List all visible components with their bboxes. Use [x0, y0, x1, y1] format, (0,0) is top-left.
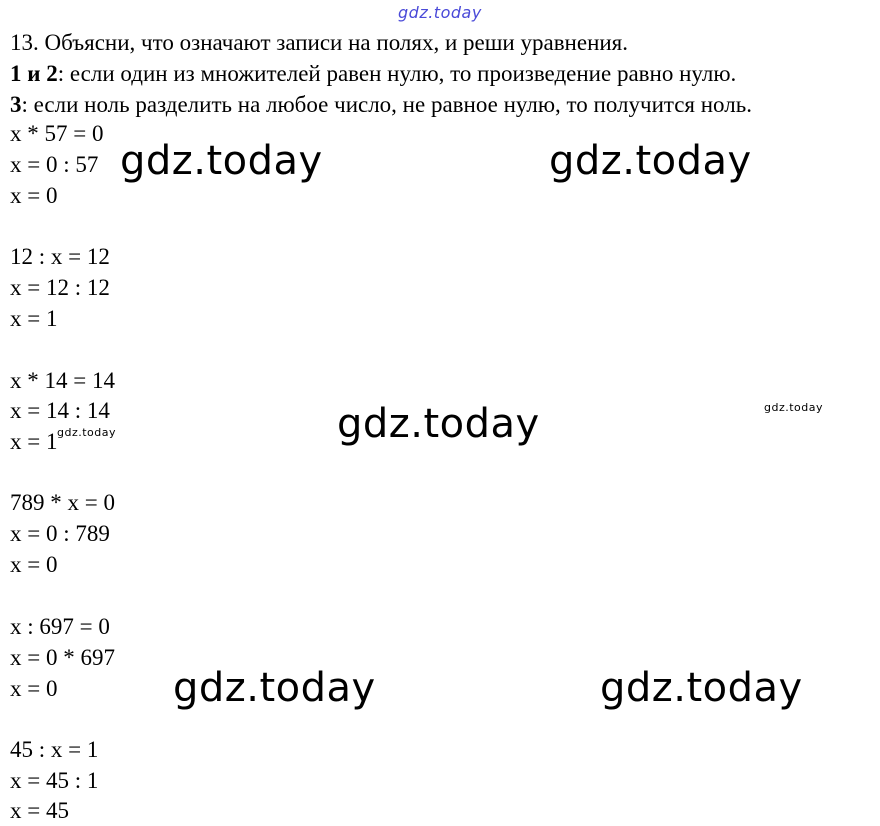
equation-line: x = 0 * 697: [10, 645, 115, 670]
task-title: 13. Объясни, что означают записи на полях, и реши уравнения.: [10, 30, 629, 55]
rule-1-2-text: : если один из множителей равен нулю, то произведение равно нулю.: [57, 61, 737, 86]
watermark-small: gdz.today: [57, 426, 117, 439]
rule-1-2-label: 1 и 2: [10, 61, 58, 86]
rule-3-text: : если ноль разделить на любое число, не равное нулю, то получится ноль.: [21, 92, 752, 117]
equation-line: x = 0 : 57: [10, 152, 99, 177]
equation-line: 45 : x = 1: [10, 737, 99, 762]
rule-3-label: 3: [10, 92, 22, 117]
equation-line: x : 697 = 0: [10, 614, 110, 639]
rule-3: [10, 89, 752, 120]
watermark: gdz.today: [549, 138, 752, 184]
equation-line: x = 0: [10, 676, 58, 701]
equation-line: x = 0: [10, 552, 58, 577]
watermark: gdz.today: [337, 401, 540, 447]
equation-line: x = 1: [10, 429, 58, 454]
equation-line: x = 0 : 789: [10, 521, 110, 546]
watermark: gdz.today: [120, 138, 323, 184]
watermark: gdz.today: [600, 665, 803, 711]
rule-1-2: [10, 58, 736, 89]
equation-line: x = 45: [10, 798, 69, 823]
equation-line: x * 57 = 0: [10, 121, 104, 146]
watermark: gdz.today: [173, 665, 376, 711]
equation-line: x * 14 = 14: [10, 368, 115, 393]
equation-line: 12 : x = 12: [10, 244, 110, 269]
equation-line: x = 0: [10, 183, 58, 208]
equation-line: x = 14 : 14: [10, 398, 110, 423]
equation-line: x = 12 : 12: [10, 275, 110, 300]
watermark-small: gdz.today: [764, 401, 824, 414]
header-watermark: gdz.today: [398, 3, 482, 22]
equation-line: x = 45 : 1: [10, 768, 99, 793]
equation-line: x = 1: [10, 306, 58, 331]
equation-line: 789 * x = 0: [10, 490, 115, 515]
